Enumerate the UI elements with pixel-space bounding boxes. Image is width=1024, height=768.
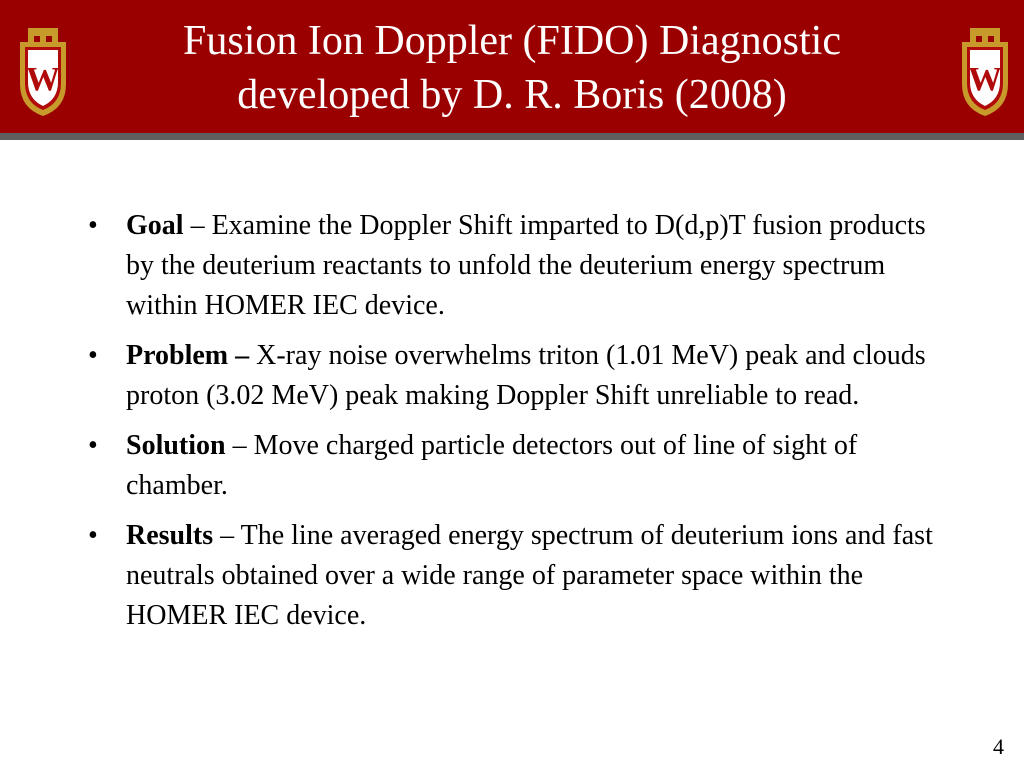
bullet-label: Goal <box>126 210 184 241</box>
bullet-results <box>88 516 948 636</box>
university-crest-logo-right <box>956 28 1014 118</box>
crest-letter: W <box>26 61 60 98</box>
bullet-text: X-ray noise overwhelms triton (1.01 MeV) peak and clouds proton (3.02 MeV) peak making Doppler Shift unreliable to read. <box>126 340 926 411</box>
bullet-separator: – <box>183 210 212 241</box>
bullet-marker: • <box>88 210 98 241</box>
bullet-label: Problem – <box>126 340 250 371</box>
bullet-marker: • <box>88 340 98 371</box>
bullet-solution <box>88 426 948 506</box>
bullet-separator: – <box>213 520 241 551</box>
bullet-text: The line averaged energy spectrum of deuterium ions and fast neutrals obtained over a wide range of parameter space within the HOMER IEC device. <box>126 520 933 631</box>
title-banner <box>0 0 1024 140</box>
bullet-problem <box>88 336 948 416</box>
page-number: 4 <box>993 734 1004 759</box>
university-crest-logo-left <box>14 28 72 118</box>
slide-title: Fusion Ion Doppler (FIDO) Diagnostic developed by D. R. Boris (2008) <box>183 18 841 118</box>
bullet-separator: – <box>225 430 254 461</box>
bullet-marker: • <box>88 430 98 461</box>
bullet-marker: • <box>88 520 98 551</box>
bullet-text: Examine the Doppler Shift imparted to D(d,p)T fusion products by the deuterium reactants to unfold the deuterium energy spectrum within HOMER IEC device. <box>126 210 926 321</box>
crest-letter: W <box>968 61 1002 98</box>
bullet-label: Results <box>126 520 214 551</box>
bullet-text: Move charged particle detectors out of line of sight of chamber. <box>126 430 858 501</box>
bullet-goal <box>88 206 948 326</box>
bullet-label: Solution <box>126 430 226 461</box>
bullet-list <box>88 206 948 646</box>
